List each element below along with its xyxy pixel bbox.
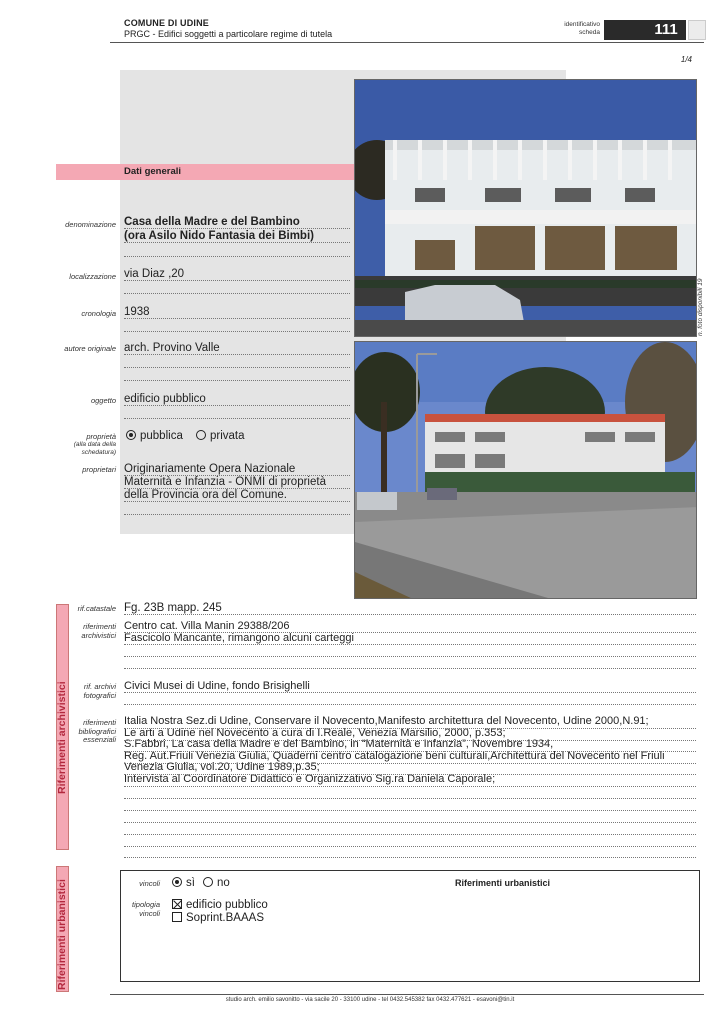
radio-selected-icon[interactable] (126, 430, 136, 440)
dotted-line (124, 354, 350, 355)
vincoli-option-label: sì (186, 877, 195, 889)
oggetto-label: oggetto (90, 396, 116, 405)
dotted-line (124, 256, 350, 257)
section-title-urban-wrap (56, 866, 69, 992)
dotted-line (124, 834, 696, 835)
radio-unselected-icon[interactable] (203, 877, 213, 887)
dotted-line (124, 331, 350, 332)
radio-selected-icon[interactable] (172, 877, 182, 887)
bibliografici-entry: Venezia Giulia, vol.20, Udine 1989,p.35; (124, 761, 320, 773)
bibliografici-entry: Intervista al Coordinatore Didattico e Organizzativo Sig.ra Daniela Caporale; (124, 772, 496, 785)
dotted-line (124, 228, 350, 229)
fotografici-value: Civici Musei di Udine, fondo Brisighelli (124, 680, 310, 692)
dotted-line (124, 475, 350, 476)
scheda-number: 111 (646, 20, 686, 40)
footer-divider (110, 994, 704, 995)
dotted-line (124, 632, 696, 633)
bibliografici-label-line3: essenziali (83, 735, 116, 744)
vincoli-option-no[interactable] (203, 877, 230, 890)
oggetto-value: edificio pubblico (124, 393, 206, 405)
fotografici-label-line1: rif. archivi (83, 682, 116, 691)
dotted-line (124, 668, 696, 669)
fotografici-label-line2: fotografici (83, 690, 116, 700)
autore-value: arch. Provino Valle (124, 342, 220, 354)
dotted-line (124, 405, 350, 406)
bibliografici-label-line1: riferimenti (83, 718, 116, 727)
page-indicator: 1/4 (680, 55, 692, 64)
tipologia-label (94, 901, 160, 918)
dotted-line (124, 857, 696, 858)
header-divider (110, 42, 704, 43)
dotted-line (124, 280, 350, 281)
archivistici-label-line2: archivistici (81, 630, 116, 640)
section-title-archival: Riferimenti archivistici (56, 681, 68, 794)
catastale-value: Fg. 23B mapp. 245 (124, 602, 222, 614)
section-title-general: Dati generali (124, 166, 182, 177)
tipologia-option-label: edificio pubblico (186, 899, 268, 911)
ident-light-block (688, 20, 706, 40)
dotted-line (124, 367, 350, 368)
dotted-line (124, 488, 350, 489)
proprieta-note-line2: schedatura) (81, 448, 116, 456)
dotted-line (124, 822, 696, 823)
denominazione-line2: (ora Asilo Nido Fantasia dei Bimbi) (124, 230, 314, 242)
proprietari-line1: Originariamente Opera Nazionale (124, 463, 296, 475)
ident-label-line1: identificativo (564, 21, 600, 28)
dotted-line (124, 293, 350, 294)
dotted-line (124, 692, 696, 693)
autore-label: autore originale (64, 344, 116, 353)
footer-text: studio arch. emilio savonitto - via sacile 20 - 33100 udine - tel 0432.545382 fax 0432.477621 - esavoni@tin.it (225, 997, 515, 1003)
bibliografici-entry: S.Fabbri, La casa della Madre e del Bambino, in “Maternità e Infanzia”, Novembre 1934, (124, 738, 554, 750)
proprieta-option-label: privata (210, 430, 245, 442)
dotted-line (124, 514, 350, 515)
ident-label-line2: scheda (579, 29, 600, 36)
tipologia-label-line1: tipologia (132, 900, 160, 909)
ident-dark-block (604, 20, 646, 40)
proprieta-option-label: pubblica (140, 430, 183, 442)
dotted-line (124, 846, 696, 847)
dotted-line (124, 728, 696, 729)
localizzazione-value: via Diaz ,20 (124, 268, 185, 280)
denominazione-line1: Casa della Madre e del Bambino (124, 216, 300, 228)
tipologia-option-soprint[interactable] (172, 912, 264, 925)
localizzazione-label: localizzazione (69, 272, 116, 281)
bibliografici-entry: Le arti a Udine nel Novecento a cura di I.Reale, Venezia Marsilio, 2000, p.353; (124, 726, 506, 739)
photo-count-note (694, 258, 710, 338)
document-subtitle: PRGC - Edifici soggetti a particolare regime di tutela (124, 29, 333, 39)
ident-label (548, 21, 600, 37)
tipologia-option-label: Soprint.BAAAS (186, 912, 264, 924)
bibliografici-entry: Reg. Aut.Friuli Venezia Giulia, Quaderni centro catalogazione beni culturali,Architettura del Novecento nel Friuli (124, 749, 665, 762)
dotted-line (124, 798, 696, 799)
tipologia-label-line2: vincoli (139, 908, 160, 918)
dotted-line (124, 380, 350, 381)
dotted-line (124, 644, 696, 645)
proprieta-note (50, 441, 116, 456)
bibliografici-entry: Italia Nostra Sez.di Udine, Conservare il Novecento,Manifesto architettura del Novecento, Udine 2000,N.91; (124, 715, 649, 727)
dotted-line (124, 501, 350, 502)
cronologia-label: cronologia (81, 309, 116, 318)
vincoli-label: vincoli (139, 879, 160, 888)
dotted-line (124, 810, 696, 811)
dotted-line (124, 418, 350, 419)
bibliografici-label (50, 719, 116, 745)
fotografici-label (50, 683, 116, 700)
photo-count-text: n. foto disponibili 19 (697, 278, 704, 336)
proprieta-option-pubblica[interactable] (126, 430, 183, 443)
archivistici-label-line1: riferimenti (83, 622, 116, 631)
dotted-line (124, 656, 696, 657)
proprieta-note-line1: (alla data della (73, 441, 116, 448)
dotted-line (124, 751, 696, 752)
catastale-label: rif.catastale (77, 604, 116, 613)
tipologia-option-edificio[interactable] (172, 899, 268, 912)
dotted-line (124, 318, 350, 319)
dotted-line (124, 614, 696, 615)
vincoli-option-si[interactable] (172, 877, 195, 890)
vincoli-option-label: no (217, 877, 230, 889)
dotted-line (124, 763, 696, 764)
municipality-title: COMUNE DI UDINE (124, 18, 210, 28)
photo-building-facade (354, 79, 697, 337)
urban-box-title: Riferimenti urbanistici (455, 878, 551, 888)
photo-street-view (354, 341, 697, 599)
dotted-line (124, 740, 696, 741)
dotted-line (124, 786, 696, 787)
proprieta-label: proprietà (86, 432, 116, 441)
archivistici-label (50, 623, 116, 640)
archivistici-line1: Centro cat. Villa Manin 29388/206 (124, 620, 290, 632)
section-band-general (56, 164, 356, 180)
checkbox-checked-icon[interactable] (172, 899, 182, 909)
section-title-urban: Riferimenti urbanistici (56, 879, 68, 990)
dotted-line (124, 774, 696, 775)
dotted-line (124, 242, 350, 243)
bibliografici-label-line2: bibliografici (78, 726, 116, 736)
proprietari-line3: della Provincia ora del Comune. (124, 489, 288, 501)
dotted-line (124, 704, 696, 705)
archivistici-line2: Fascicolo Mancante, rimangono alcuni carteggi (124, 632, 354, 644)
proprieta-option-privata[interactable] (196, 430, 245, 443)
proprietari-line2: Maternità e Infanzia - ONMI di proprietà (124, 476, 326, 488)
radio-unselected-icon[interactable] (196, 430, 206, 440)
proprietari-label: proprietari (82, 465, 116, 474)
cronologia-value: 1938 (124, 306, 150, 318)
checkbox-unchecked-icon[interactable] (172, 912, 182, 922)
denominazione-label: denominazione (65, 220, 116, 229)
